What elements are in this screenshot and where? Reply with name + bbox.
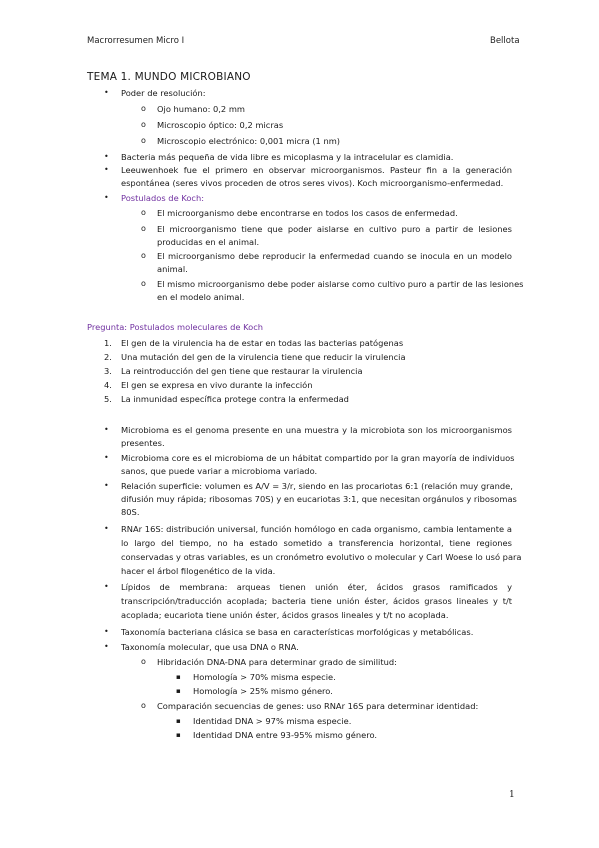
- list-item-continued: sanos, que puede variar a microbioma variado.: [121, 466, 318, 476]
- comparacion-label: Comparación secuencias de genes: uso RNAr 16S para determinar identidad:: [157, 701, 479, 711]
- circle-bullet-icon: o: [141, 136, 146, 145]
- list-item: El microorganismo tiene que poder aislarse en cultivo puro a partir de lesiones: [157, 224, 512, 234]
- list-number: 2.: [104, 352, 112, 362]
- list-item-continued: espontánea (seres vivos proceden de otros seres vivos). Koch microorganismo-enfermedad.: [121, 178, 504, 188]
- bullet-icon: •: [104, 642, 109, 651]
- header-right: Bellota: [490, 36, 520, 46]
- list-item: Homología > 25% mismo género.: [193, 686, 333, 696]
- bullet-icon: •: [104, 481, 109, 490]
- list-item-continued: conservadas y otras variables, es un cronómetro evolutivo o molecular y Carl Woese lo usó para: [121, 552, 522, 562]
- list-item: Una mutación del gen de la virulencia tiene que reducir la virulencia: [121, 352, 406, 362]
- list-item-continued: producidas en el animal.: [157, 237, 260, 247]
- list-item-continued: acoplada; eucariota tiene unión éster, ácidos grasos lineales y t/t no acoplada.: [121, 610, 449, 620]
- list-item: Lípidos de membrana: arqueas tienen unión éter, ácidos grasos ramificados y: [121, 582, 512, 592]
- list-number: 3.: [104, 366, 112, 376]
- list-number: 1.: [104, 338, 112, 348]
- list-item: Taxonomía molecular, que usa DNA o RNA.: [121, 642, 299, 652]
- list-item: Microbioma core es el microbioma de un hábitat compartido por la gran mayoría de individuos: [121, 453, 515, 463]
- list-item-continued: lo largo del tiempo, no ha estado sometido a transferencia horizontal, tiene regiones: [121, 538, 512, 548]
- circle-bullet-icon: o: [141, 279, 146, 288]
- bullet-icon: •: [104, 165, 109, 174]
- koch-label: Postulados de Koch:: [121, 193, 205, 203]
- list-item: Taxonomía bacteriana clásica se basa en características morfológicas y metabólicas.: [121, 627, 474, 637]
- list-item-continued: 80S.: [121, 507, 140, 517]
- list-item: Bacteria más pequeña de vida libre es micoplasma y la intracelular es clamidia.: [121, 152, 454, 162]
- bullet-icon: •: [104, 582, 109, 591]
- list-item-continued: animal.: [157, 264, 188, 274]
- list-item: La inmunidad específica protege contra la enfermedad: [121, 394, 349, 404]
- list-item: Homología > 70% misma especie.: [193, 672, 336, 682]
- list-item: El microorganismo debe encontrarse en todos los casos de enfermedad.: [157, 208, 458, 218]
- list-number: 4.: [104, 380, 112, 390]
- bullet-icon: •: [104, 425, 109, 434]
- list-item: La reintroducción del gen tiene que restaurar la virulencia: [121, 366, 363, 376]
- square-bullet-icon: ▪: [176, 687, 181, 695]
- list-item: Identidad DNA entre 93-95% mismo género.: [193, 730, 378, 740]
- list-item: Identidad DNA > 97% misma especie.: [193, 716, 352, 726]
- hibridacion-label: Hibridación DNA-DNA para determinar grado de similitud:: [157, 657, 397, 667]
- list-item: El gen se expresa en vivo durante la infección: [121, 380, 313, 390]
- bullet-icon: •: [104, 88, 109, 97]
- list-item: Relación superficie: volumen es A/V = 3/r, siendo en las procariotas 6:1 (relación muy grande,: [121, 481, 513, 491]
- list-item-continued: en el modelo animal.: [157, 292, 245, 302]
- bullet-icon: •: [104, 627, 109, 636]
- circle-bullet-icon: o: [141, 657, 146, 666]
- section-title: TEMA 1. MUNDO MICROBIANO: [87, 71, 251, 83]
- pregunta-label: Pregunta: Postulados moleculares de Koch: [87, 322, 264, 332]
- list-item: Microbioma es el genoma presente en una muestra y la microbiota son los microorganismos: [121, 425, 512, 435]
- square-bullet-icon: ▪: [176, 717, 181, 725]
- list-item-continued: presentes.: [121, 438, 165, 448]
- list-item: Microscopio electrónico: 0,001 micra (1 nm): [157, 136, 341, 146]
- list-item-continued: transcripción/traducción acoplada; bacteria tiene unión éster, ácidos grasos lineales y t/t: [121, 596, 512, 606]
- list-item: RNAr 16S: distribución universal, función homólogo en cada organismo, cambia lentamente a: [121, 524, 512, 534]
- bullet-icon: •: [104, 152, 109, 161]
- circle-bullet-icon: o: [141, 208, 146, 217]
- page-number: 1: [509, 790, 515, 800]
- square-bullet-icon: ▪: [176, 673, 181, 681]
- header-left: Macrorresumen Micro I: [87, 36, 185, 46]
- square-bullet-icon: ▪: [176, 731, 181, 739]
- bullet-icon: •: [104, 193, 109, 202]
- circle-bullet-icon: o: [141, 224, 146, 233]
- circle-bullet-icon: o: [141, 120, 146, 129]
- list-item: El mismo microorganismo debe poder aislarse como cultivo puro a partir de las lesiones: [157, 279, 524, 289]
- list-item: El gen de la virulencia ha de estar en todas las bacterias patógenas: [121, 338, 404, 348]
- list-number: 5.: [104, 394, 112, 404]
- resolucion-label: Poder de resolución:: [121, 88, 206, 98]
- circle-bullet-icon: o: [141, 104, 146, 113]
- bullet-icon: •: [104, 453, 109, 462]
- list-item: Leeuwenhoek fue el primero en observar microorganismos. Pasteur fin a la generación: [121, 165, 512, 175]
- circle-bullet-icon: o: [141, 701, 146, 710]
- list-item: El microorganismo debe reproducir la enfermedad cuando se inocula en un modelo: [157, 251, 512, 261]
- circle-bullet-icon: o: [141, 251, 146, 260]
- list-item: Ojo humano: 0,2 mm: [157, 104, 245, 114]
- list-item-continued: hacer el árbol filogenético de la vida.: [121, 566, 276, 576]
- list-item-continued: difusión muy rápida; ribosomas 70S) y en eucariotas 3:1, que necesitan orgánulos y ribosomas: [121, 494, 517, 504]
- list-item: Microscopio óptico: 0,2 micras: [157, 120, 284, 130]
- bullet-icon: •: [104, 524, 109, 533]
